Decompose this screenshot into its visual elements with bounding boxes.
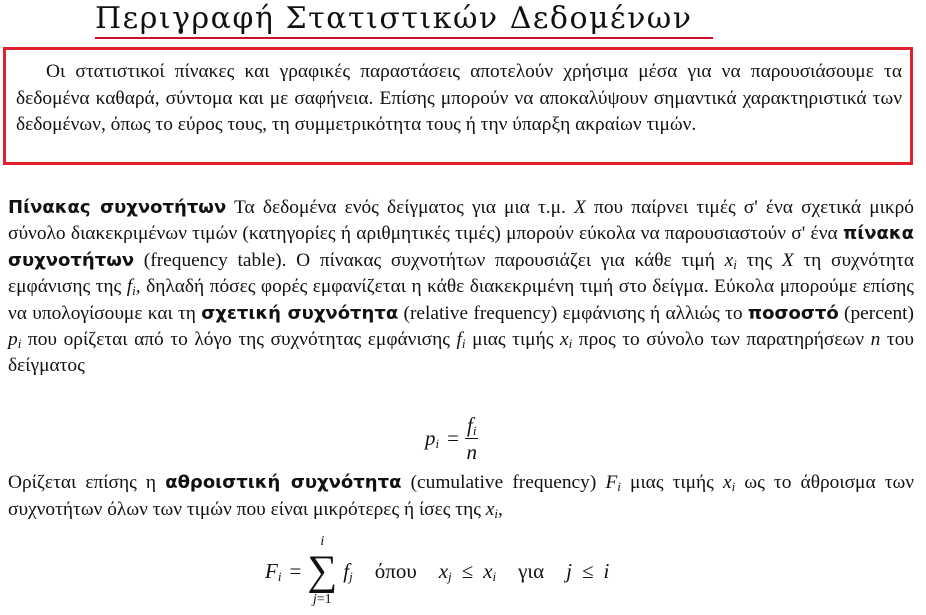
text-run: (cumulative frequency) [401,472,606,493]
highlighted-intro-box [3,47,913,165]
text-run: που ορίζεται από το λόγο της συχνότητας εμφάνισης [21,329,457,351]
math-subscript: i [435,435,440,451]
math-var: X [781,249,794,271]
sigma-symbol: ∑ [307,548,338,594]
math-var [725,250,737,271]
math-subscript: j [349,568,353,584]
text-run: μιας τιμής [465,329,560,351]
math-subscript: j [448,568,452,584]
text-run: (frequency table). Ο πίνακας συχνοτήτων παρουσιάζει για κάθε τιμή [134,249,725,271]
word-for: για [518,558,545,583]
cumulative-paragraph [8,470,914,523]
math-symbol: F [605,472,618,493]
text-run: (percent) [838,302,914,324]
math-var [8,329,21,350]
bold-term: σχετική συχνότητα [201,302,399,324]
text-run: του δείγματος [8,329,915,377]
condition-rhs [483,559,496,584]
title-underline [95,37,713,39]
math-var: X [574,197,586,218]
math-subscript: i [17,336,22,352]
condition-lhs [439,559,452,584]
eq-lhs [425,426,439,451]
math-var: n [870,329,881,351]
sum-lower-limit [313,592,332,608]
math-symbol: x [559,329,569,351]
math-symbol: p [425,425,436,450]
math-subscript: i [494,505,498,521]
math-symbol: f [343,558,350,583]
math-subscript: i [568,336,573,352]
math-subscript: i [132,283,136,299]
eq-lhs [265,559,281,584]
math-subscript: i [617,479,621,494]
fraction [465,413,478,464]
math-symbol: F [265,558,278,583]
math-symbol: x [438,558,449,583]
frequency-table-paragraph [8,195,914,380]
math-symbol: x [724,249,734,271]
leq-sign: ≤ [461,558,474,583]
frequency-table-section [8,195,914,380]
text-run: (relative frequency) εμφάνισης ή αλλιώς το [398,302,748,324]
math-symbol: f [466,412,473,437]
equals-sign: = [447,425,459,450]
math-var [605,472,620,493]
cumulative-frequency-section [8,470,914,523]
math-var [486,499,498,520]
text-run: τη συχνότητα εμφάνισης της [8,249,914,298]
bold-term: πίνακα συχνοτήτων [8,223,914,271]
math-subscript: i [277,568,282,584]
leq-sign: ≤ [581,558,594,583]
math-var [560,329,572,350]
sum-upper-limit: i [320,534,325,549]
text-run: Ορίζεται επίσης η [8,472,166,493]
math-subscript: i [472,422,477,438]
text-run: που παίρνει τιμές σ' ένα σχετικά μικρό σύνολο διακεκριμένων τιμών (κατηγορίες ή αριθμητικές τιμές) μπορούν εύκολα να παρουσιαστούν σ' ένα [8,197,914,245]
text-run: , [498,498,503,520]
fraction-numerator [465,413,478,439]
math-var: i [603,558,610,583]
math-var [457,329,466,350]
math-symbol: j [312,592,317,607]
text-run: προς το σύνολο των παρατηρήσεων [572,329,871,351]
word-where: όπου [374,558,417,583]
math-subscript: i [733,256,737,272]
equals-sign: = [289,558,302,583]
math-var [723,472,735,493]
section-heading: Πίνακας συχνοτήτων [8,197,227,218]
math-symbol: f [126,276,133,298]
math-symbol: x [483,558,493,583]
math-subscript: i [492,568,497,584]
text-run: μιας τιμής [620,472,723,493]
bold-term: αθροιστική συχνότητα [165,472,402,493]
math-var: j [566,558,572,583]
equation-cumulative-frequency [265,533,609,609]
text-run: της [736,249,782,271]
fraction-denominator: n [466,439,477,464]
math-subscript: i [731,479,736,494]
equation-relative-frequency [425,410,478,466]
text-run: Τα δεδομένα ενός δείγματος για μια τ.μ. [226,197,575,218]
math-subscript: i [461,336,466,352]
math-symbol: f [456,329,462,351]
math-symbol: p [8,329,18,351]
title-block [95,2,715,39]
sum-term [343,559,352,584]
text-run: , δηλαδή πόσες φορές εμφανίζεται η κάθε διακεκριμένη τιμή στο δείγμα. Εύκολα μπορούμε επίσης να υπολογίσουμε και τη [8,276,914,324]
summation-operator [307,534,337,608]
bold-term: ποσοστό [747,302,839,324]
math-symbol: =1 [316,592,332,607]
math-symbol: x [485,498,495,520]
intro-paragraph: Οι στατιστικοί πίνακες και γραφικές παραστάσεις αποτελούν χρήσιμα μέσα για να παρουσιάσουμε τα δεδομένα καθαρά, σύντομα και με σαφήνεια. Επίσης μπορούν να αποκαλύψουν σημαντικά χαρακτηριστικά των δεδομένων, όπως το εύρος τους, τη συμμετρικότητα τους ή την ύπαρξη ακραίων τιμών. [16,61,902,135]
text-run: ως το άθροισμα των συχνοτήτων όλων των τιμών που είναι μικρότερες ή ίσες της [8,472,915,520]
math-var [127,276,136,297]
page-title: Περιγραφή Στατιστικών Δεδομένων [95,1,693,36]
math-symbol: x [723,472,732,493]
